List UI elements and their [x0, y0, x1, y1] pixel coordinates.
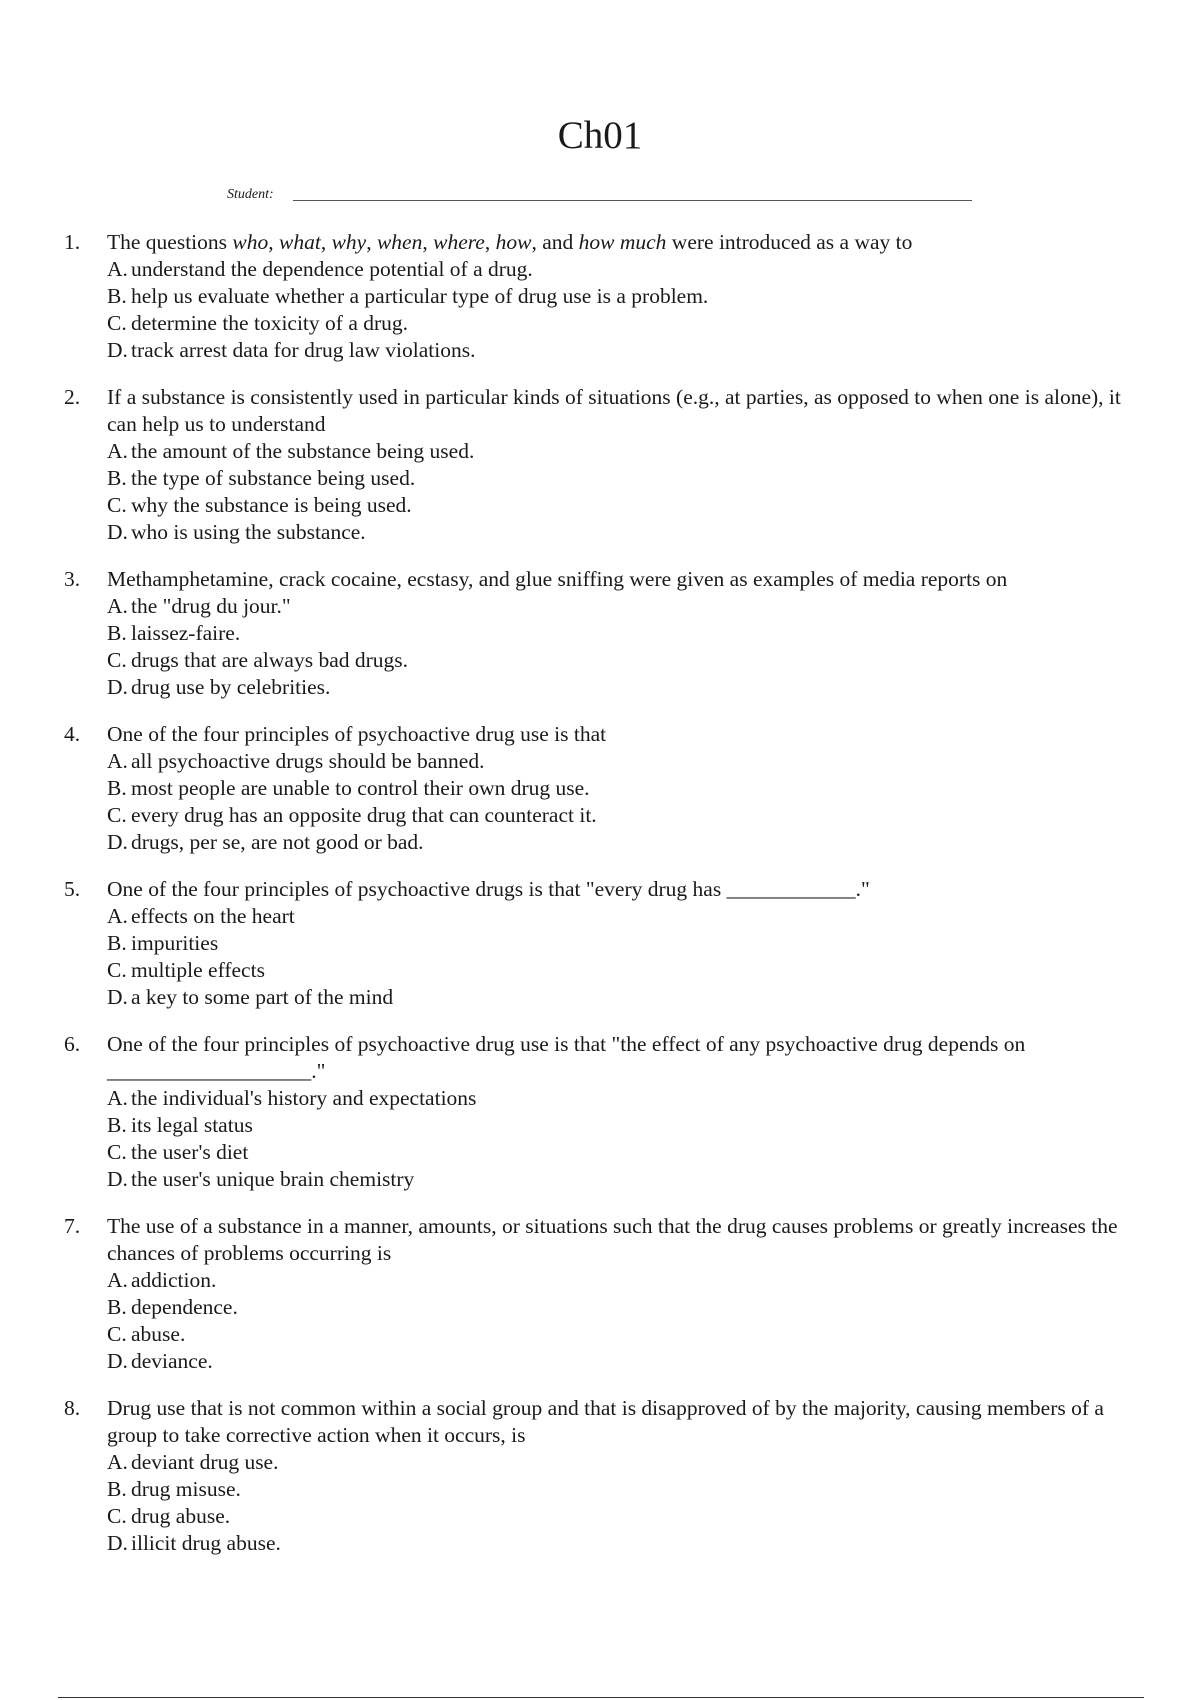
option-letter: D. — [107, 1167, 128, 1191]
answer-option — [107, 1139, 1138, 1166]
question-stem — [107, 566, 1138, 593]
option-letter: A. — [107, 594, 128, 618]
page-title: Ch01 — [557, 114, 643, 157]
question-stem — [107, 229, 1138, 256]
option-letter: A. — [107, 1268, 128, 1292]
option-letter: A. — [107, 439, 128, 463]
option-text: a key to some part of the mind — [131, 985, 394, 1009]
stem-text: One of the four principles of psychoactive drugs is that "every drug has ____________." — [107, 877, 870, 901]
option-text: drugs that are always bad drugs. — [131, 648, 409, 672]
option-letter: A. — [107, 257, 128, 281]
option-letter: B. — [107, 284, 127, 308]
stem-text: were introduced as a way to — [666, 230, 913, 254]
option-letter: B. — [107, 1113, 127, 1137]
question-number: 3. — [64, 567, 81, 591]
answer-option — [107, 829, 1138, 856]
stem-text: The questions — [107, 230, 233, 254]
answer-option — [107, 283, 1138, 310]
question-item — [58, 1395, 1138, 1557]
option-letter: C. — [107, 958, 127, 982]
option-text: help us evaluate whether a particular type of drug use is a problem. — [131, 284, 709, 308]
question-number: 7. — [64, 1214, 81, 1238]
answer-option — [107, 930, 1138, 957]
answer-option — [107, 1503, 1138, 1530]
option-text: drug use by celebrities. — [131, 675, 331, 699]
question-item — [58, 1213, 1138, 1375]
student-name-row — [227, 184, 972, 208]
option-text: understand the dependence potential of a drug. — [131, 257, 533, 281]
option-text: impurities — [131, 931, 219, 955]
stem-text: Methamphetamine, crack cocaine, ecstasy, and glue sniffing were given as examples of media reports on — [107, 567, 1008, 591]
option-letter: B. — [107, 1477, 127, 1501]
question-item — [58, 1031, 1138, 1193]
option-letter: B. — [107, 931, 127, 955]
stem-emphasis: what — [279, 230, 321, 254]
answer-option — [107, 438, 1138, 465]
option-letter: C. — [107, 1322, 127, 1346]
stem-text: , and — [531, 230, 579, 254]
option-text: deviant drug use. — [131, 1450, 279, 1474]
answer-option — [107, 775, 1138, 802]
footer-divider — [58, 1697, 1144, 1698]
student-label: Student: — [227, 187, 274, 202]
option-text: deviance. — [131, 1349, 213, 1373]
stem-emphasis: how — [495, 230, 532, 254]
question-item — [58, 384, 1138, 546]
option-letter: C. — [107, 1140, 127, 1164]
answer-option — [107, 1294, 1138, 1321]
option-text: laissez-faire. — [131, 621, 241, 645]
stem-emphasis: where — [433, 230, 485, 254]
question-stem — [107, 384, 1138, 438]
answer-option — [107, 748, 1138, 775]
question-number: 5. — [64, 877, 81, 901]
option-text: drugs, per se, are not good or bad. — [131, 830, 424, 854]
stem-emphasis: why — [331, 230, 367, 254]
question-number: 4. — [64, 722, 81, 746]
question-list — [58, 229, 1138, 1577]
answer-option — [107, 1267, 1138, 1294]
option-letter: C. — [107, 648, 127, 672]
option-text: the amount of the substance being used. — [131, 439, 475, 463]
answer-option — [107, 492, 1138, 519]
option-text: abuse. — [131, 1322, 186, 1346]
answer-option — [107, 593, 1138, 620]
question-stem — [107, 1213, 1138, 1267]
answer-option — [107, 1476, 1138, 1503]
answer-option — [107, 256, 1138, 283]
answer-option — [107, 984, 1138, 1011]
question-number: 6. — [64, 1032, 81, 1056]
question-number: 8. — [64, 1396, 81, 1420]
option-text: the user's unique brain chemistry — [131, 1167, 415, 1191]
answer-option — [107, 620, 1138, 647]
option-text: addiction. — [131, 1268, 217, 1292]
answer-option — [107, 337, 1138, 364]
question-item — [58, 721, 1138, 856]
question-stem — [107, 1031, 1138, 1085]
option-letter: B. — [107, 466, 127, 490]
answer-option — [107, 957, 1138, 984]
option-letter: D. — [107, 675, 128, 699]
option-letter: C. — [107, 803, 127, 827]
stem-emphasis: when — [376, 230, 423, 254]
option-letter: D. — [107, 1531, 128, 1555]
question-number: 2. — [64, 385, 81, 409]
option-text: every drug has an opposite drug that can counteract it. — [131, 803, 597, 827]
option-text: determine the toxicity of a drug. — [131, 311, 409, 335]
option-text: the "drug du jour." — [131, 594, 291, 618]
answer-option — [107, 802, 1138, 829]
stem-text: One of the four principles of psychoactive drug use is that — [107, 722, 607, 746]
option-letter: D. — [107, 338, 128, 362]
question-item — [58, 229, 1138, 364]
option-letter: A. — [107, 1450, 128, 1474]
option-letter: C. — [107, 1504, 127, 1528]
option-letter: A. — [107, 1086, 128, 1110]
question-stem — [107, 721, 1138, 748]
question-number: 1. — [64, 230, 81, 254]
stem-text: One of the four principles of psychoactive drug use is that "the effect of any psychoactive drug depends on ___________________." — [107, 1032, 1026, 1083]
stem-emphasis: who — [232, 230, 269, 254]
option-text: the type of substance being used. — [131, 466, 416, 490]
option-text: track arrest data for drug law violations. — [131, 338, 476, 362]
answer-option — [107, 1166, 1138, 1193]
option-text: dependence. — [131, 1295, 238, 1319]
answer-option — [107, 1112, 1138, 1139]
option-text: why the substance is being used. — [131, 493, 412, 517]
option-text: effects on the heart — [131, 904, 295, 928]
option-text: most people are unable to control their own drug use. — [131, 776, 590, 800]
student-name-line — [293, 200, 972, 201]
option-text: all psychoactive drugs should be banned. — [131, 749, 485, 773]
option-letter: D. — [107, 1349, 128, 1373]
answer-option — [107, 1348, 1138, 1375]
answer-option — [107, 903, 1138, 930]
stem-text: , — [320, 230, 332, 254]
option-text: who is using the substance. — [131, 520, 366, 544]
stem-text: The use of a substance in a manner, amounts, or situations such that the drug causes problems or greatly increases the chances of problems occurring is — [107, 1214, 1118, 1265]
answer-option — [107, 1321, 1138, 1348]
question-item — [58, 566, 1138, 701]
stem-emphasis: how much — [578, 230, 667, 254]
answer-option — [107, 519, 1138, 546]
question-item — [58, 876, 1138, 1011]
stem-text: , — [268, 230, 279, 254]
answer-option — [107, 1449, 1138, 1476]
option-letter: B. — [107, 776, 127, 800]
option-text: its legal status — [131, 1113, 253, 1137]
option-text: drug misuse. — [131, 1477, 241, 1501]
answer-option — [107, 310, 1138, 337]
question-stem — [107, 876, 1138, 903]
stem-text: , — [422, 230, 434, 254]
stem-text: If a substance is consistently used in particular kinds of situations (e.g., at parties, as opposed to when one is alone), it can help us to understand — [107, 385, 1121, 436]
option-letter: A. — [107, 904, 128, 928]
option-letter: D. — [107, 520, 128, 544]
option-letter: C. — [107, 493, 127, 517]
stem-text: , — [366, 230, 377, 254]
option-letter: D. — [107, 830, 128, 854]
answer-option — [107, 647, 1138, 674]
stem-text: Drug use that is not common within a social group and that is disapproved of by the majority, causing members of a group to take corrective action when it occurs, is — [107, 1396, 1104, 1447]
question-stem — [107, 1395, 1138, 1449]
stem-text: , — [484, 230, 496, 254]
answer-option — [107, 1530, 1138, 1557]
option-letter: D. — [107, 985, 128, 1009]
answer-option — [107, 465, 1138, 492]
option-letter: A. — [107, 749, 128, 773]
answer-option — [107, 1085, 1138, 1112]
option-text: drug abuse. — [131, 1504, 231, 1528]
option-letter: B. — [107, 1295, 127, 1319]
option-text: the user's diet — [131, 1140, 249, 1164]
answer-option — [107, 674, 1138, 701]
option-text: the individual's history and expectations — [131, 1086, 477, 1110]
option-text: illicit drug abuse. — [131, 1531, 281, 1555]
option-text: multiple effects — [131, 958, 265, 982]
option-letter: C. — [107, 311, 127, 335]
option-letter: B. — [107, 621, 127, 645]
